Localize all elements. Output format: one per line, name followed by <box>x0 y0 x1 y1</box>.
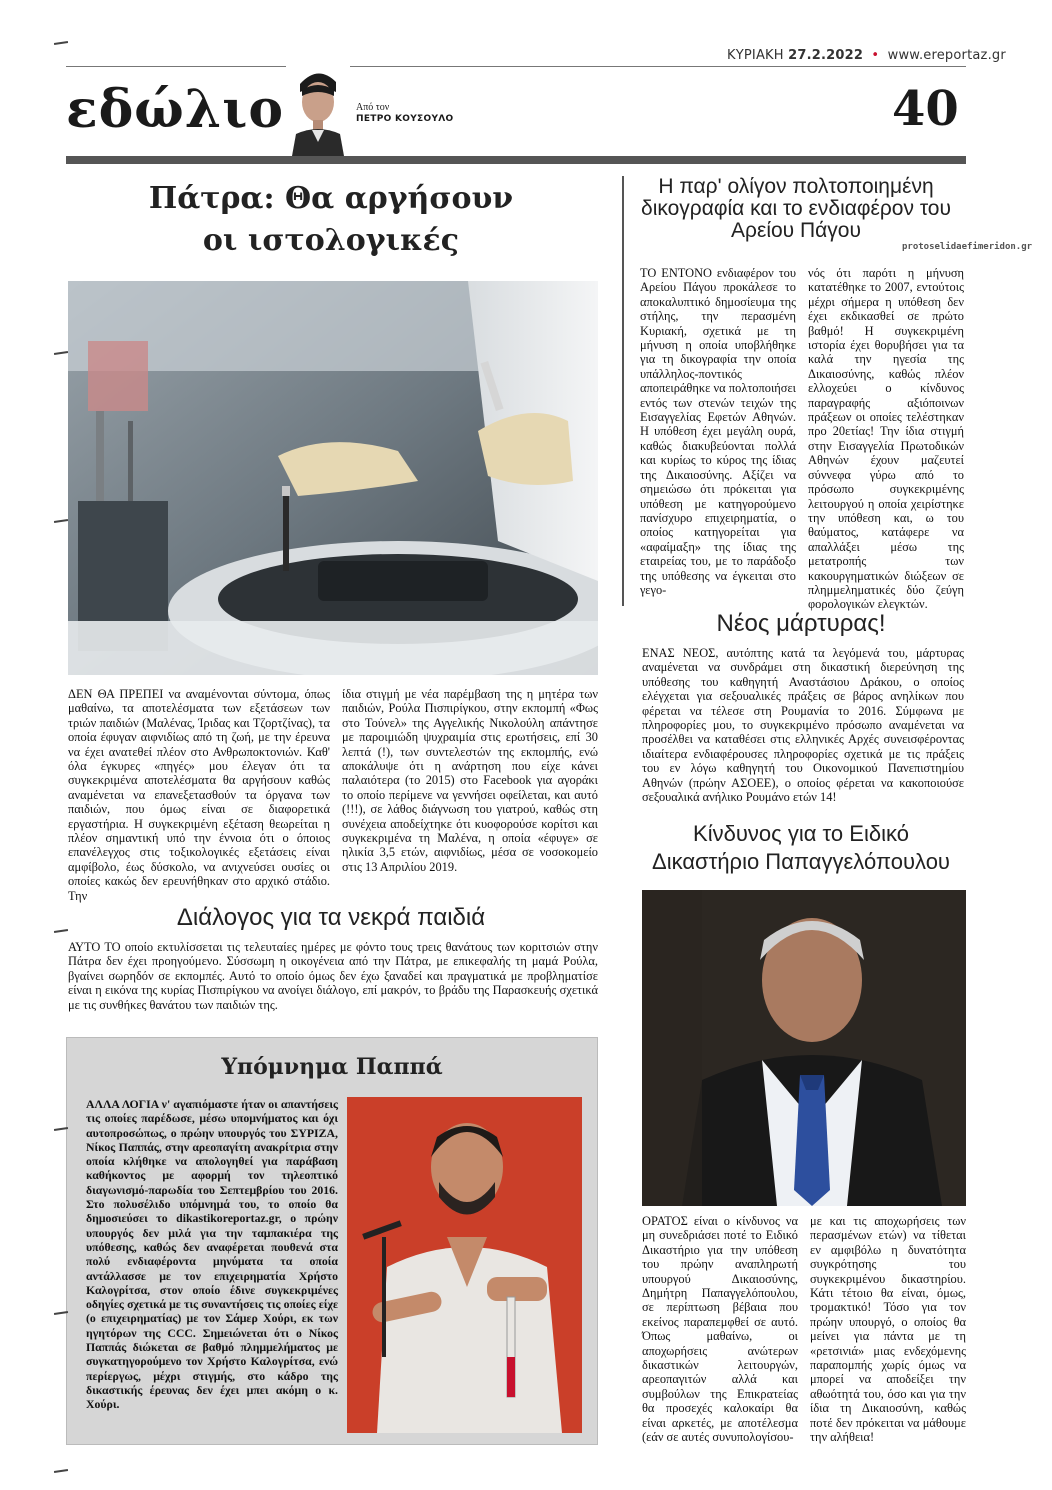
court-col-2: με και τις αποχωρήσεις των περασμένων ετών) να τίθεται εν αμφιβόλω η δυνατότητα συγκρότησης του συγκεκριμένου δικαστηρίου. Κάτι τέτοιο θα είναι, όμως, τρομακτικό! Τόσο για τον πρώην υπουργό, ο οποίος θα μείνει για πάντα με τη «ρετσινιά» μιας ενδεχόμενης παραπομπής χωρίς όμως να μπορεί να αποδείξει την αθωότητά του, όσο και για την ίδια τη Δικαιοσύνη, καθώς ποτέ δεν πρόκειται να μάθουμε την αλήθεια! <box>810 1214 966 1445</box>
separator-dot: • <box>871 48 880 63</box>
court-title <box>636 820 966 876</box>
witness-text: ΕΝΑΣ ΝΕΟΣ, αυτόπτης κατά τα λεγόμενά του, μάρτυρας αναμένεται να συνδράμει στη δικαστική διερεύνηση της υπόθεσης του καθηγητή Αναστάσιου Δράκου, ο οποίος ελέγχεται για σεξουαλικές πράξεις σε βάρος ανηλίκων που φέρεται να τέλεσε στη Ρουμανία το 2016. Σύμφωνα με πληροφορίες μου, το συγκεκριμένο πρόσωπο αναμένεται να προσέλθει να καταθέσει στις ελληνικές Αρχές συνεισφέροντας ιδιαίτερα ενδιαφέρουσες πληροφορίες σχετικά με τις πράξεις του εν λόγω καθηγητή του Οικονομικού Πανεπιστημίου Αθηνών (πρώην ΑΣΟΕΕ), ο οποίος φέρεται να κακοποιούσε σεξουαλικά ανήλικο Ρουμάνο ετών 14! <box>642 646 964 805</box>
main-article-col-2: ίδια στιγμή με νέα παρέμβαση της η μητέρα των παιδιών, Ρούλα Πισπιρίγκου, στην εκπομπή «Φως στο Τούνελ» της Αγγελικής Νικολούλη απάντησε με παροιμιώδη ψυχραιμία στις ερωτήσεις, επί 30 λεπτά (!), των συντελεστών της εκπομπής, ενώ αποκάλυψε ότι η ανάρτηση που είχε κάνει παλαιότερα (το 2015) στο Facebook για αγοράκι το οποίο περίμενε να γεννήσει οφείλεται, και αυτό (!!!), σε λάθος διάγνωση του γιατρού, καθώς στη συνέχεια αποδείχτηκε ότι κυοφορούσε κορίτσι και συγκεκριμένα τη Μαλένα, η οποία «έφυγε» σε ηλικία 3,5 ετών, αιφνιδίως, μέσα σε νοσοκομείο στις 13 Απριλίου 2019. <box>342 687 598 874</box>
dialogue-text: ΑΥΤΟ ΤΟ οποίο εκτυλίσσεται τις τελευταίες ημέρες με φόντο τους τρεις θανάτους των κοριτσιών στην Πάτρα δεν έχει προηγούμενο. Σύσσωμη η οικογένεια από την Πάτρα, με επικεφαλής τη μαμά Ρούλα, βγαίνει σωρηδόν σε εκπομπές. Αυτό το οποίο όμως δεν έχω ξαναδεί και πραγματικά με προβληματίσε είναι η εικόνα της κυρίας Πισπιρίγκου να ανοίγει διάλογο, επί μακρόν, το βράδυ της Παρασκευής σχετικά με τις συνθήκες θανάτου των παιδιών της. <box>68 940 598 1012</box>
issue-date: 27.2.2022 <box>788 48 864 63</box>
main-article-col-1: ΔΕΝ ΘΑ ΠΡΕΠΕΙ να αναμένονται σύντομα, όπως μαθαίνω, τα αποτελέσματα των εξετάσεων των τριών παιδιών (Μαλένας, Ίριδας και Τζορτζίνας), τα οποία έφυγαν αιφνιδίως από τη ζωή, με την έρευνα να έχει ανατεθεί πλέον στο Ανθρωποκτονιών. Καθ' όλα έγκυρες «πηγές» μου έλεγαν ότι τα συγκεκριμένα αποτελέσματα θα αργήσουν καθώς αναμένεται να επανεξετασθούν τα όργανα των παιδιών, που όμως είναι σε διαφορετικά εργαστήρια. Η συγκεκριμένη εξέταση θεωρείται η πλέον σημαντική υπό την έννοια ότι ο όποιος επανέλεγχος στις τοξικολογικές εξετάσεις είναι αμφίβολο, έως δύσκολο, να ανιχνεύσει ουσίες οι οποίες κακώς δεν ερευνήθηκαν στο αρχικό στάδιο. Την <box>68 687 330 903</box>
scan-mark <box>54 929 68 933</box>
author-portrait <box>286 62 350 156</box>
scan-mark <box>54 351 68 355</box>
dialogue-title: Διάλογος για τα νεκρά παιδιά <box>176 904 486 931</box>
memo-text: ΑΛΛΑ ΛΟΓΙΑ ν' αγαπιόμαστε ήταν οι απαντήσεις τις οποίες παρέδωσε, μέσω υπομνήματος και όχι αυτοπροσώπως, ο πρώην υπουργός του ΣΥΡΙΖΑ, Νίκος Παππάς, στην αρεοπαγίτη ανακρίτρια στην οποία κλήθηκε να απολογηθεί για παράβαση καθήκοντος με αφορμή τον τηλεοπτικό διαγωνισμό-παρωδία του Σεπτεμβρίου του 2016. Στο πολυσέλιδο υπόμνημά του, το οποίο θα δημοσιεύσει το dikastikoreportaz.gr, ο πρώην υπουργός δεν μιλά για την ταμπακιέρα της υπόθεσης, καθώς δεν αναφέρεται πουθενά στα πολύ ενδιαφέροντα μηνύματα τα οποία αντάλλασσε με τον επιχειρηματία Χρήστο Καλογρίτσα, στον οποίο έδινε συγκεκριμένες οδηγίες σχετικά με τις συναντήσεις τις οποίες είχε (ο επιχειρηματίας) με τον Σάμερ Χούρι, εκ των ηγητόρων της CCC. Σημειώνεται ότι ο Νίκος Παππάς διώκεται σε βαθμό πλημμελήματος με συγκατηγορούμενο τον Χρήστο Καλογρίτσα, ενώ περίεργως, μέχρι στιγμής, στο κάδρο της δικαστικής έρευνας δεν έχει μπει ακόμη ο κ. Χούρι. <box>86 1097 338 1412</box>
scan-mark <box>54 1469 68 1473</box>
author-by: Από τον <box>356 102 390 113</box>
court-title-line-1: Κίνδυνος για το Ειδικό <box>693 821 909 846</box>
sidebar-title: Η παρ' ολίγον πολτοποιημένη δικογραφία και το ενδιαφέρον του Αρείου Πάγου <box>641 175 951 242</box>
scan-mark <box>54 41 68 45</box>
site-url: www.ereportaz.gr <box>887 48 1006 63</box>
issue-day: ΚΥΡΙΑΚΗ <box>727 48 784 63</box>
main-headline-line-1: Πάτρα: Θα αργήσουν <box>148 181 514 216</box>
papangelopoulos-photo <box>642 890 966 1206</box>
sidebar-col-2: νός ότι παρότι η μήνυση κατατέθηκε το 2007, εντούτοις μέχρι σήμερα η υπόθεση δεν έχει εκδικασθεί σε πρώτο βαθμό! Η συγκεκριμένη ιστορία έχει θορυβήσει για τα καλά την ηγεσία της Δικαιοσύνης, καθώς πλέον ελλοχεύει ο κίνδυνος παραγραφής αξιόποινων πράξεων οι οποίες τελέστηκαν προ 20ετίας! Την ίδια στιγμή στην Εισαγγελία Πρωτοδικών Αθηνών έχουν μαζευτεί σύννεφα γύρω από το πρόσωπο συγκεκριμένης λειτουργού η οποία χειρίστηκε την υπόθεση και, ω του θαύματος, κατάφερε να απαλλάξει μέσω της μετατροπής των κακουργηματικών διώξεων σε πλημμεληματικές δύο ζεύγη φορολογικών ελεγκτών. <box>808 266 964 612</box>
header-thick-rule <box>66 156 966 164</box>
sidebar-col-1: ΤΟ ΕΝΤΟΝΟ ενδιαφέρον του Αρείου Πάγου προκάλεσε το αποκαλυπτικό δημοσίευμα της στήλης, την περασμένη Κυριακή, σχετικά με τη μήνυση η οποία υποβλήθηκε για τη δικογραφία την οποία υπάλληλος-ποντικός αποπειράθηκε να πολτοποιήσει εντός των στενών τειχών της Εισαγγελίας Εφετών Αθηνών. Η υπόθεση έχει μεγάλη ουρά, καθώς διακυβεύονται πολλά και κυρίως το κύρος της ίδιας της Δικαιοσύνης. Αξίζει να σημειώσω ότι πρόκειται για υπόθεση με κατηγορούμενο πανίσχυρο επιχειρηματία, ο οποίος κατηγορείται για «αφαίμαξη» της ίδιας της εταιρείας του, με το παράδοξο της υπόθεσης να έγκειται στο γεγο- <box>640 266 796 597</box>
witness-title: Νέος μάρτυρας! <box>716 610 886 637</box>
court-title-line-2: Δικαστήριο Παπαγγελόπουλου <box>652 849 950 874</box>
header-rule <box>66 66 966 67</box>
court-col-1: ΟΡΑΤΟΣ είναι ο κίνδυνος να μη συνεδριάσει ποτέ το Ειδικό Δικαστήριο για την υπόθεση του πρώην αναπληρωτή υπουργού Δικαιοσύνης, Δημήτρη Παπαγγελόπουλου, σε περίπτωση βέβαια που εκείνος παραπεμφθεί σε αυτό. Όπως μαθαίνω, οι αποχωρήσεις ανώτερων δικαστικών λειτουργών, αρεοπαγιτών αλλά και συμβούλων της Επικρατείας θα προσεχές καλοκαίρι θα είναι αρκετές, με αποτέλεσμα (εάν σε αυτές συνυπολογίσου- <box>642 1214 798 1445</box>
author-name: ΠΕΤΡΟ ΚΟΥΣΟΥΛΟ <box>356 114 454 124</box>
column-divider <box>622 176 624 606</box>
scan-mark <box>54 519 68 523</box>
section-title: εδώλιο <box>66 79 285 140</box>
memo-title: Υπόμνημα Παππά <box>221 1054 443 1080</box>
main-headline <box>66 178 596 262</box>
page-number: 40 <box>892 81 959 137</box>
main-headline-line-2: οι ιστολογικές <box>202 223 460 258</box>
lab-photo <box>68 281 598 675</box>
dateline <box>727 48 1006 63</box>
pappas-photo <box>347 1097 582 1433</box>
watermark: protoselidaefimeridon.gr <box>902 242 1033 252</box>
